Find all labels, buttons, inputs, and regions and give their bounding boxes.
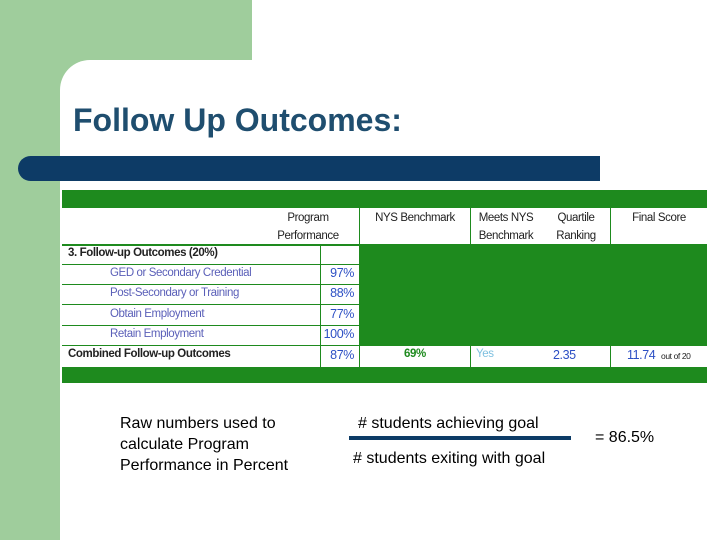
- section-label: 3. Follow-up Outcomes (20%): [68, 247, 218, 259]
- fraction-result: = 86.5%: [595, 429, 655, 446]
- combined-nys-benchmark: 69%: [404, 348, 426, 360]
- row-label-retain-employment: Retain Employment: [110, 328, 204, 340]
- raw-numbers-note: Raw numbers used to calculate Program Performance in Percent: [120, 415, 289, 474]
- combined-label: Combined Follow-up Outcomes: [68, 348, 231, 360]
- row-label-postsecondary: Post-Secondary or Training: [110, 287, 239, 299]
- combined-meets: Yes: [476, 348, 494, 360]
- background-green-left: [0, 0, 60, 540]
- fraction-bar: [349, 436, 571, 440]
- header-program-line2: Performance: [277, 230, 339, 242]
- header-quartile-line1: Quartile: [557, 212, 595, 224]
- header-final-score: Final Score: [632, 212, 686, 224]
- fraction-numerator: # students achieving goal: [358, 415, 539, 432]
- row-label-obtain-employment: Obtain Employment: [110, 308, 205, 320]
- title-underline-bar: [18, 156, 600, 181]
- header-nys-benchmark: NYS Benchmark: [375, 212, 455, 224]
- combined-quartile: 2.35: [553, 348, 576, 362]
- slide-title: Follow Up Outcomes:: [73, 102, 402, 138]
- row-value-obtain-employment: 77%: [330, 307, 354, 321]
- fraction-denominator: # students exiting with goal: [353, 450, 546, 467]
- outcomes-table: [62, 190, 707, 383]
- combined-out-of: out of 20: [661, 351, 691, 361]
- header-meets-line2: Benchmark: [478, 230, 534, 242]
- header-program-line1: Program: [287, 212, 329, 224]
- header-meets-nys: [471, 209, 541, 245]
- header-program-performance: [262, 209, 354, 245]
- header-meets-line1: Meets NYS: [478, 212, 534, 224]
- header-quartile: [546, 209, 606, 245]
- combined-value: 87%: [330, 348, 354, 362]
- row-value-retain-employment: 100%: [323, 327, 354, 341]
- combined-final-score: 11.74: [627, 348, 656, 362]
- row-value-postsecondary: 88%: [330, 286, 354, 300]
- combined-row-final-cell: [611, 346, 707, 367]
- header-quartile-line2: Ranking: [556, 230, 596, 242]
- row-value-ged: 97%: [330, 266, 354, 280]
- row-label-ged: GED or Secondary Credential: [110, 267, 252, 279]
